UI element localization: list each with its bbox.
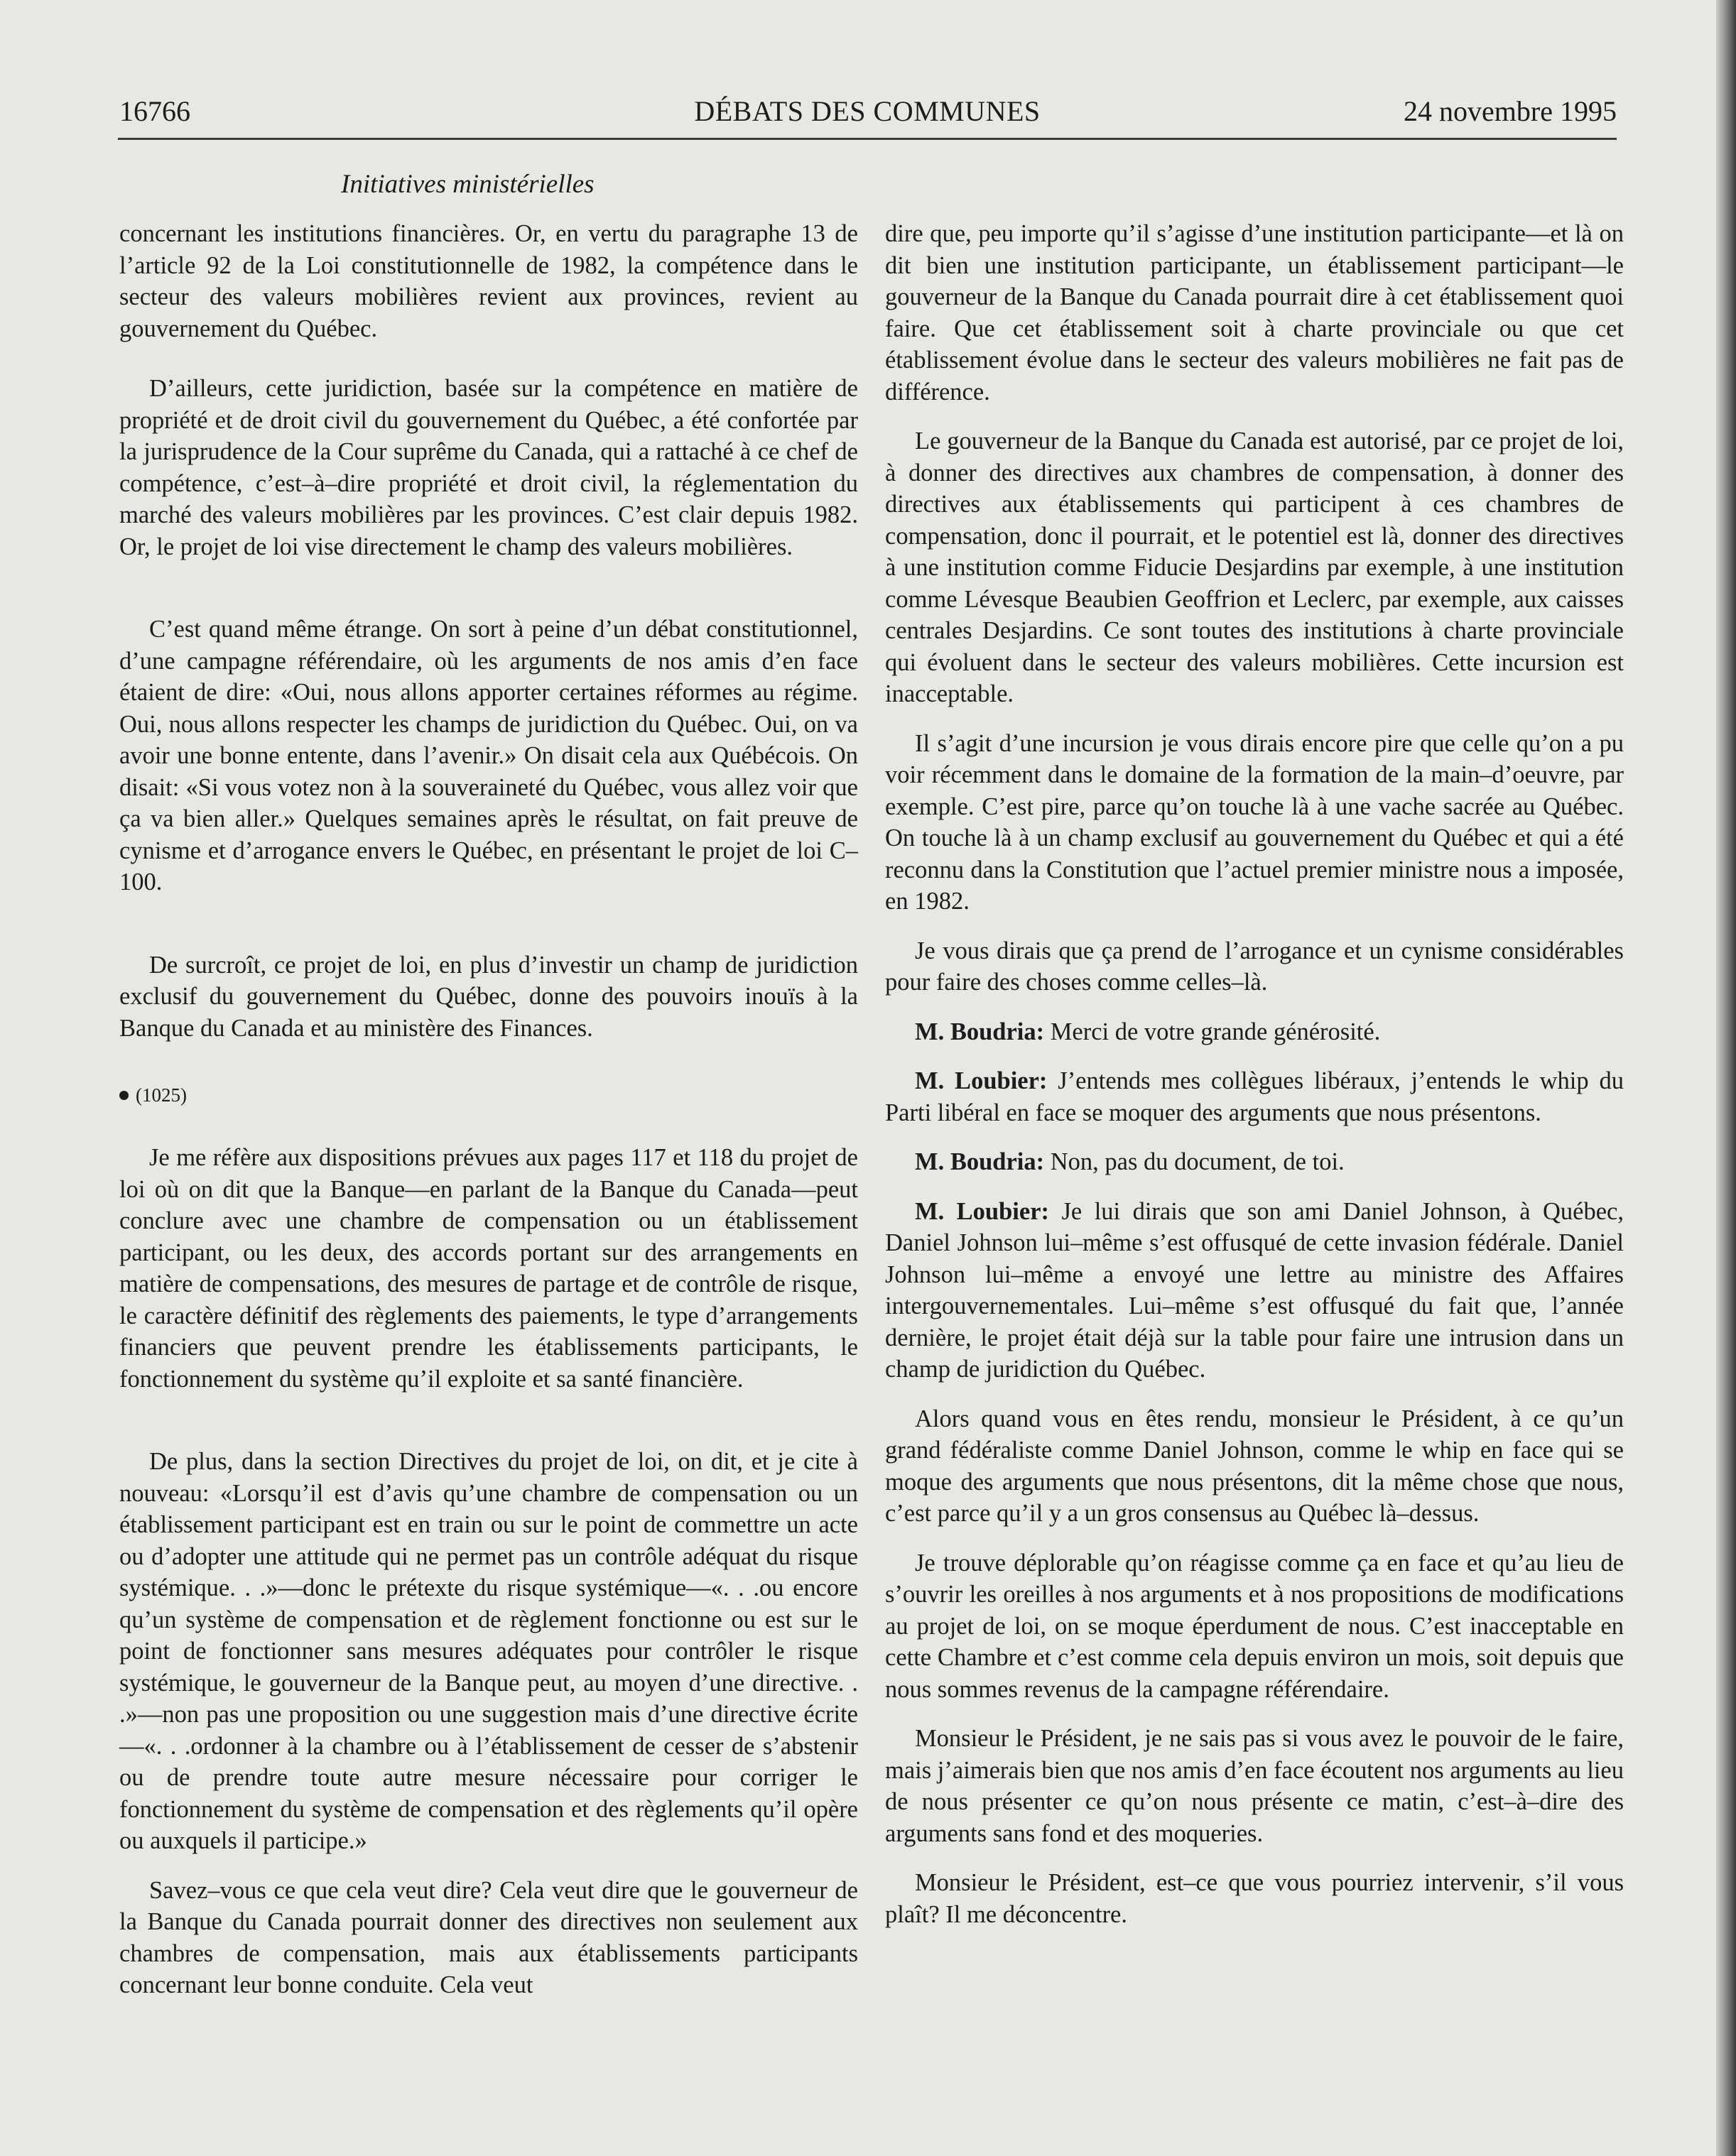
journal-title: DÉBATS DES COMMUNES (694, 95, 1041, 127)
paragraph: De plus, dans la section Directives du projet de loi, on dit, et je cite à nouveau: «Lorsqu’il est d’avis qu’une chambre de compensation ou un établissement participant est en train ou sur le point de commettre un acte ou d’adopter une attitude qui ne permet pas un contrôle adéquat du risque systémique. . .»—donc le prétexte du risque systémique—«. . .ou encore qu’un système de compensation et de règlement fonctionne ou est sur le point de fonctionner sans mesures adéquates pour contrôler le risque systémique, le gouverneur de la Banque peut, au moyen d’une directive. . .»—non pas une proposition ou une suggestion mais d’une directive écrite—«. . .ordonner à la chambre ou à l’établissement de cesser de s’abstenir ou de prendre toute autre mesure nécessaire pour corriger le fonctionnement du système de compensation et des règlements qu’il opère ou auxquels il participe.» (119, 1448, 858, 1854)
speech (885, 1065, 1624, 1128)
speech-text: Merci de votre grande générosité. (1050, 1018, 1381, 1045)
speaker-name: M. Loubier: (915, 1067, 1048, 1094)
paragraph: D’ailleurs, cette juridiction, basée sur la compétence en matière de propriété et de droit civil du gouvernement du Québec, a été confortée par la jurisprudence de la Cour suprême du Canada, qui a rattaché à ce chef de compétence, c’est–à–dire propriété et droit civil, la réglementation du marché des valeurs mobilières par les provinces. C’est clair depuis 1982. Or, le projet de loi vise directement le champ des valeurs mobilières. (119, 375, 858, 560)
paragraph: Savez–vous ce que cela veut dire? Cela veut dire que le gouverneur de la Banque du Canada pourrait donner des directives non seulement aux chambres de compensation, mais aux établissements participants concernant leur bonne conduite. Cela veut (119, 1876, 858, 1998)
speaker-name: M. Boudria: (915, 1148, 1045, 1175)
paragraph: De surcroît, ce projet de loi, en plus d’investir un champ de juridiction exclusif du gouvernement du Québec, donne des pouvoirs inouïs à la Banque du Canada et au ministère des Finances. (119, 951, 858, 1042)
page-number: 16766 (119, 95, 190, 127)
speech (885, 1196, 1624, 1385)
paragraph: Je vous dirais que ça prend de l’arrogance et un cynisme considérables pour faire des choses comme celles–là. (885, 937, 1624, 996)
page-header (118, 91, 1617, 140)
speech-text: Non, pas du document, de toi. (1050, 1148, 1345, 1175)
left-column (119, 218, 858, 2121)
speech-text: J’entends mes collègues libéraux, j’entends le whip du Parti libéral en face se moquer des arguments que nous présentons. (885, 1067, 1624, 1126)
paragraph: Je trouve déplorable qu’on réagisse comme ça en face et qu’au lieu de s’ouvrir les oreilles à nos arguments et à nos propositions de modifications au projet de loi, on se moque éperdument de nous. C’est inacceptable en cette Chambre et c’est comme cela depuis environ un mois, soit depuis que nous sommes revenus de la campagne référendaire. (885, 1549, 1624, 1703)
paragraph: Monsieur le Président, est–ce que vous pourriez intervenir, s’il vous plaît? Il me déconcentre. (885, 1869, 1624, 1928)
paragraph: Monsieur le Président, je ne sais pas si vous avez le pouvoir de le faire, mais j’aimerais bien que nos amis d’en face écoutent nos arguments au lieu de nous présenter ce qu’on nous présente ce matin, c’est–à–dire des arguments sans fond et des moqueries. (885, 1725, 1624, 1847)
paragraph: Le gouverneur de la Banque du Canada est autorisé, par ce projet de loi, à donner des directives aux chambres de compensation, à donner des directives aux établissements qui participent à ces chambres de compensation, donc il pourrait, et le potentiel est là, donner des directives à une institution comme Fiducie Desjardins par exemple, à une institution comme Lévesque Beaubien Geoffrion et Leclerc, par exemple, aux caisses centrales Desjardins. Ce sont toutes des institutions à charte provinciale qui évoluent dans le secteur des valeurs mobilières. Cette incursion est inacceptable. (885, 428, 1624, 707)
bullet-icon (119, 1091, 129, 1100)
paragraph: dire que, peu importe qu’il s’agisse d’une institution participante—et là on dit bien une institution participante, un établissement participant—le gouverneur de la Banque du Canada pourrait dire à cet établissement quoi faire. Que cet établissement soit à charte provinciale ou que cet établissement évolue dans le secteur des valeurs mobilières ne fait pas de différence. (885, 220, 1624, 405)
time-marker (119, 1081, 858, 1109)
speech (885, 1146, 1624, 1178)
page-date: 24 novembre 1995 (1404, 95, 1617, 127)
paragraph: concernant les institutions financières. Or, en vertu du paragraphe 13 de l’article 92 de la Loi constitutionnelle de 1982, la compétence dans le secteur des valeurs mobilières revient aux provinces, revient au gouvernement du Québec. (119, 220, 858, 342)
time-marker-label: (1025) (136, 1084, 187, 1106)
scan-edge (1716, 0, 1736, 2156)
paragraph: Je me réfère aux dispositions prévues aux pages 117 et 118 du projet de loi où on dit que la Banque—en parlant de la Banque du Canada—peut conclure avec une chambre de compensation ou un établissement participant, ou les deux, des accords portant sur des arrangements en matière de compensations, des mesures de partage et de contrôle de risque, le caractère définitif des règlements des paiements, le type d’arrangements financiers que peuvent prendre les établissements participants, le fonctionnement du système qu’il exploite et sa santé financière. (119, 1144, 858, 1393)
speaker-name: M. Loubier: (915, 1197, 1049, 1225)
speech (885, 1016, 1624, 1048)
section-title: Initiatives ministérielles (341, 170, 595, 199)
paragraph: Alors quand vous en êtes rendu, monsieur le Président, à ce qu’un grand fédéraliste comme Daniel Johnson, comme le whip en face qui se moque des arguments que nous présentons, dit la même chose que nous, c’est parce qu’il y a un gros consensus au Québec là–dessus. (885, 1405, 1624, 1527)
right-column (885, 218, 1624, 2121)
paragraph: C’est quand même étrange. On sort à peine d’un débat constitutionnel, d’une campagne référendaire, où les arguments de nos amis d’en face étaient de dire: «Oui, nous allons apporter certaines réformes au régime. Oui, nous allons respecter les champs de juridiction du Québec. Oui, on va avoir une bonne entente, dans l’avenir.» On disait cela aux Québécois. On disait: «Si vous votez non à la souveraineté du Québec, vous allez voir que ça va bien aller.» Quelques semaines après le résultat, on fait preuve de cynisme et d’arrogance envers le Québec, en présentant le projet de loi C–100. (119, 616, 858, 895)
paragraph: Il s’agit d’une incursion je vous dirais encore pire que celle qu’on a pu voir récemment dans le domaine de la formation de la main–d’oeuvre, par exemple. C’est pire, parce qu’on touche là à une vache sacrée au Québec. On touche là à un champ exclusif au gouvernement du Québec et qui a été reconnu dans la Constitution que l’actuel premier ministre nous a imposée, en 1982. (885, 729, 1624, 915)
speech-text: Je lui dirais que son ami Daniel Johnson, à Québec, Daniel Johnson lui–même s’est offusqué de cette invasion fédérale. Daniel Johnson lui–même a envoyé une lettre au ministre des Affaires intergouvernementales. Lui–même s’est offusqué du fait que, l’année dernière, le projet était déjà sur la table pour faire une intrusion dans un champ de juridiction du Québec. (885, 1197, 1624, 1383)
speaker-name: M. Boudria: (915, 1018, 1045, 1045)
